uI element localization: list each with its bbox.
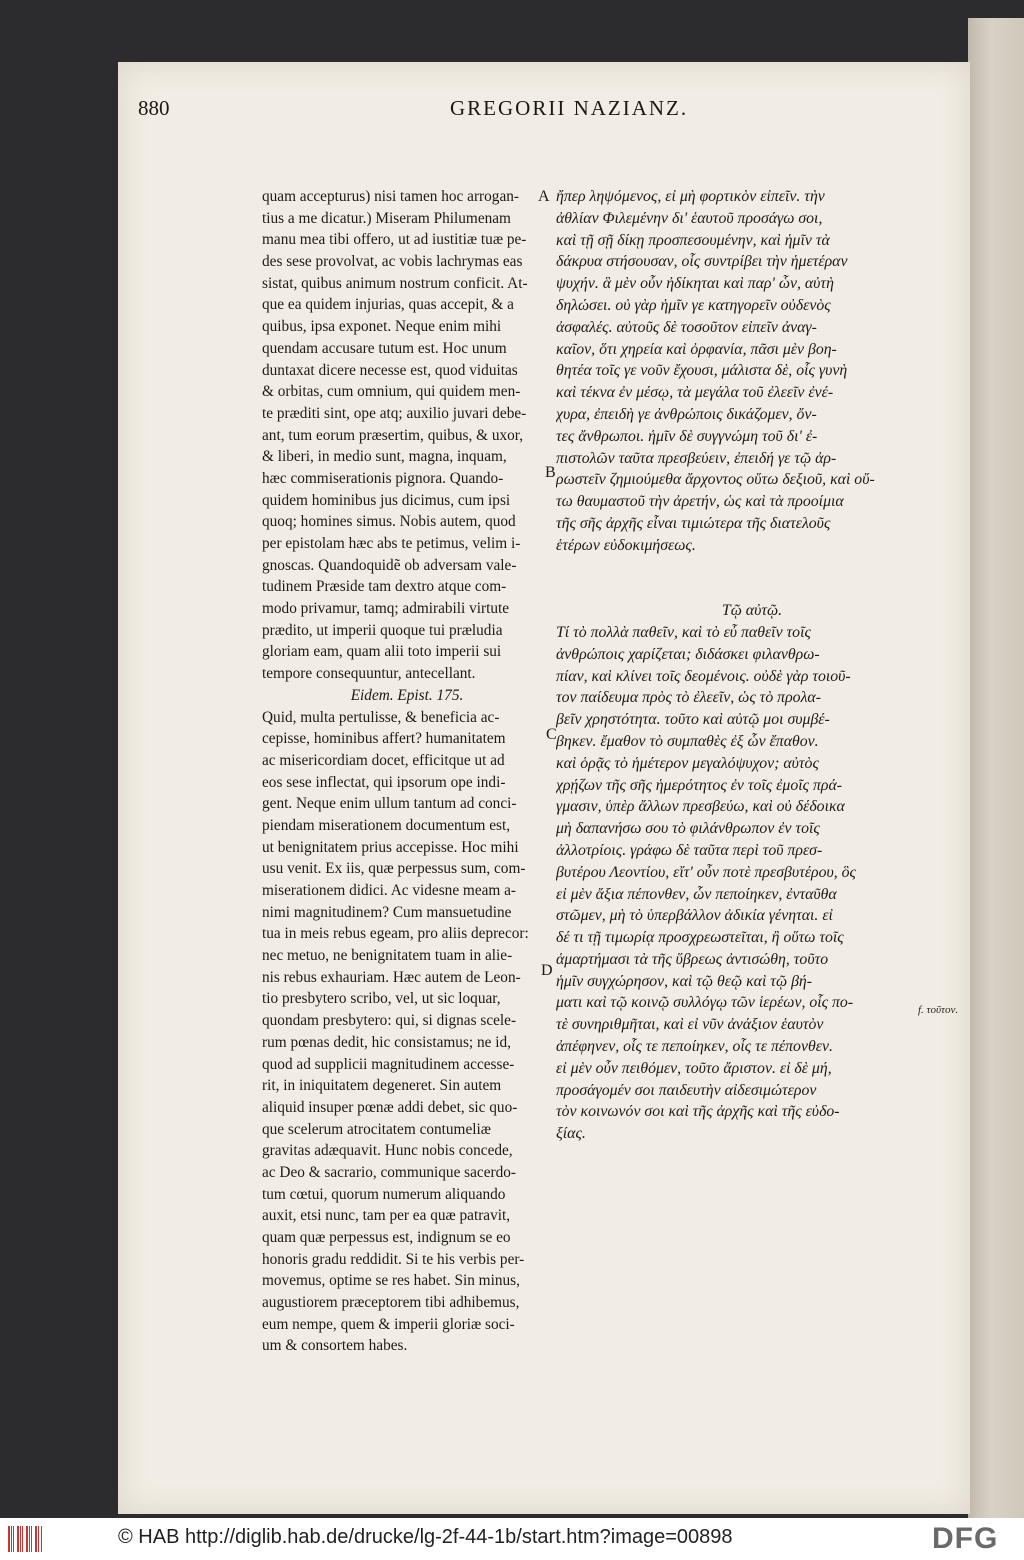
text-line: ἀνθρώποις χαρίζεται; διδάσκει φιλανθρω-: [556, 645, 820, 663]
text-line: τον παίδευμα πρὸς τὸ ἐλεεῖν, ὡς τὸ προλα-: [556, 689, 821, 707]
text-line: um & consortem habes.: [262, 1337, 408, 1355]
text-line: τες ἄνθρωποι. ἡμῖν δὲ συγγνώμη τοῦ δι' ἐ-: [556, 427, 818, 445]
text-line: gnoscas. Quandoquidẽ ob adversam vale-: [262, 556, 517, 574]
text-line: Τῷ αὐτῷ.: [721, 602, 783, 620]
text-line: ψυχήν. ἃ μὲν οὖν ἠδίκηται καὶ παρ' ὧν, αὐτὴ: [556, 275, 834, 293]
text-line: τὸν κοινωνόν σοι καὶ τῆς ἀρχῆς καὶ τῆς εὐδο-: [556, 1103, 840, 1121]
text-line: quoq; homines simus. Nobis autem, quod: [262, 513, 516, 531]
greek-column: [556, 186, 948, 1145]
text-line: augustiorem præceptorem tibi adhibemus,: [262, 1294, 520, 1312]
text-line: tum cœtui, quorum numerum aliquando: [262, 1185, 506, 1203]
text-line: Τί τὸ πολλὰ παθεῖν, καὶ τὸ εὖ παθεῖν τοῖς: [556, 623, 811, 641]
text-line: δηλώσει. οὐ γὰρ ἡμῖν γε κατηγορεῖν οὐδενὸς: [556, 296, 831, 314]
section-marker-d: D: [541, 962, 553, 979]
text-line: tius a me dicatur.) Miseram Philumenam: [262, 209, 511, 227]
text-line: [556, 578, 948, 600]
text-line: miserationem didici. Ac videsne meam a-: [262, 882, 517, 899]
text-line: ἁμαρτήμασι τὰ τῆς ὕβρεως ἀντισώθη, τοῦτο: [556, 950, 829, 968]
text-line: te præditi sint, ope atq; auxilio juvari debe-: [262, 404, 527, 422]
page-number: 880: [138, 96, 170, 120]
text-line: hæc commiserationis pignora. Quando-: [262, 469, 504, 487]
dfg-logo: DFG: [932, 1522, 999, 1555]
text-line: δέ τι τῇ τιμωρίᾳ προσχρεωστεῖται, ἢ οὕτω τοῖς: [556, 929, 844, 947]
hab-barcode-icon: [8, 1526, 44, 1552]
text-line: πιστολῶν ταῦτα πρεσβεύειν, ἐπειδή γε τῷ ἀρ-: [556, 449, 837, 467]
text-line: gravitas adæquavit. Hunc nobis concede,: [262, 1142, 513, 1160]
text-line: tio presbytero scribo, vel, ut sic loquar,: [262, 990, 501, 1008]
section-marker-a: A: [538, 188, 550, 205]
text-line: & orbitas, cum omnium, qui quidem men-: [262, 383, 521, 401]
text-line: modo privamur, tamq; admirabili virtute: [262, 600, 510, 618]
text-line: ut benignitatem prius accepisse. Hoc mihi: [262, 838, 519, 856]
text-line: quod ad supplicii magnitudinem accesse-: [262, 1055, 515, 1073]
text-line: εἰ μὲν οὖν πειθόμεν, τοῦτο ἄριστον. εἰ δὲ μή,: [556, 1059, 832, 1077]
text-line: ματι καὶ τῷ κοινῷ συλλόγῳ τῶν ἱερέων, οἷς πο-: [556, 994, 854, 1012]
text-line: ἀλλοτρίοις. γράφω δὲ ταῦτα περὶ τοῦ πρεσ-: [556, 841, 823, 859]
text-line: καὶ ὁρᾷς τὸ ἡμέτερον μεγαλόψυχον; αὐτὸς: [556, 754, 819, 772]
text-line: cepisse, hominibus affert? humanitatem: [262, 730, 506, 748]
text-line: καῖον, ὅτι χηρεία καὶ ὀρφανία, πᾶσι μὲν βοη-: [556, 340, 837, 358]
text-line: τῆς σῆς ἀρχῆς εἶναι τιμιώτερα τῆς διατελοῦς: [556, 514, 831, 532]
text-line: χυρα, ἐπειδὴ γε ἀνθρώποις δικάζομεν, ὄν-: [556, 405, 817, 423]
text-line: quibus, ipsa exponet. Neque enim mihi: [262, 318, 502, 336]
text-line: manu mea tibi offero, ut ad iustitiæ tuæ pe-: [262, 231, 527, 249]
text-line: ἡμῖν συγχώρησον, καὶ τῷ θεῷ καὶ τῷ βή-: [556, 972, 813, 990]
text-line: βηκεν. ἔμαθον τὸ συμπαθὲς ἐξ ὧν ἔπαθον.: [556, 732, 819, 750]
section-marker-b: B: [545, 464, 556, 481]
text-line: προσάγομέν σοι παιδευτὴν αἰδεσιμώτερον: [556, 1081, 817, 1099]
text-line: βεῖν χρηστότητα. τοῦτο καὶ αὐτῷ μοι συμβέ-: [556, 711, 830, 729]
page-header: [138, 96, 938, 126]
text-line: quam accepturus) nisi tamen hoc arrogan-: [262, 188, 519, 205]
text-line: que ea quidem injurias, quas accepit, & a: [262, 296, 514, 314]
text-line: στῶμεν, μὴ τὸ ὑπερβάλλον ἀδικία γένηται. εἰ: [556, 907, 833, 925]
text-line: gloriam eam, quam alii toto imperii sui: [262, 643, 502, 661]
text-line: ἀσφαλές. αὐτοῦς δὲ τοσοῦτον εἰπεῖν ἀναγ-: [556, 318, 817, 336]
text-line: nimi magnitudinem? Cum mansuetudine: [262, 903, 512, 921]
text-line: ἀθλίαν Φιλεμένην δι' ἑαυτοῦ προσάγω σοι,: [556, 209, 823, 227]
text-line: καὶ τῇ σῇ δίκῃ προσπεσουμένην, καὶ ἡμῖν τὰ: [556, 231, 830, 249]
text-line: θητέα τοῖς γε νοῦν ἔχουσι, μάλιστα δὲ, οἷς γυνὴ: [556, 362, 848, 380]
text-line: aliquid insuper pœnæ addi debet, sic quo-: [262, 1098, 518, 1116]
next-page-edge: [968, 18, 1024, 1518]
text-line: tudinem Præside tam dextro atque com-: [262, 578, 507, 596]
text-line: nis rebus exhauriam. Hæc autem de Leon-: [262, 968, 521, 986]
text-line: rit, in iniquitatem degeneret. Sin autem: [262, 1077, 502, 1095]
text-line: quam quæ perpessus est, indignum se eo: [262, 1229, 511, 1246]
text-line: μὴ δαπανήσω σου τὸ φιλάνθρωπον ἐν τοῖς: [556, 820, 820, 838]
text-line: quidem hominibus jus dicimus, cum ipsi: [262, 491, 511, 509]
text-line: quondam presbytero: qui, si dignas scele-: [262, 1012, 517, 1030]
text-line: εἰ μὲν ἄξια πέπονθεν, ὧν πεποίηκεν, ἐνταῦθα: [556, 885, 837, 903]
copyright-link[interactable]: © HAB http://diglib.hab.de/drucke/lg-2f-44-1b/start.htm?image=00898: [118, 1526, 733, 1548]
text-line: eum nempe, quem & imperii gloriæ soci-: [262, 1315, 515, 1333]
text-line: rum pœnas dedit, hic consistamus; ne id,: [262, 1033, 511, 1051]
text-line: ἑτέρων εὐδοκιμήσεως.: [556, 536, 696, 554]
text-line: nec metuo, ne benignitatem tuam in alie-: [262, 947, 513, 965]
text-line: & liberi, in medio sunt, magna, inquam,: [262, 448, 507, 466]
section-marker-c: C: [546, 726, 557, 743]
text-line: tempore consequuntur, antecellant.: [262, 665, 476, 683]
text-line: ἀπέφηνεν, οἷς τε πεποίηκεν, οἷς τε πέπονθεν.: [556, 1038, 833, 1056]
text-line: τὲ συνηριθμῆται, καὶ εἰ νῦν ἀνάξιον ἑαυτὸν: [556, 1016, 824, 1034]
text-line: ἤπερ ληψόμενος, εἰ μὴ φορτικὸν εἰπεῖν. τὴν: [556, 188, 825, 205]
text-line: duntaxat dicere necesse est, quod viduitas: [262, 361, 518, 379]
text-line: Eidem. Epist. 175.: [350, 686, 464, 704]
text-line: quendam accusare tutum est. Hoc unum: [262, 339, 507, 357]
text-line: Quid, multa pertulisse, & beneficia ac-: [262, 708, 500, 726]
latin-column: [262, 186, 552, 1357]
text-line: usu venit. Ex iis, quæ perpessus sum, com-: [262, 860, 526, 878]
margin-note: f. τοῦτον.: [918, 1004, 959, 1016]
text-line: des sese provolvat, ac vobis lachrymas eas: [262, 253, 523, 271]
text-line: τω θαυμαστοῦ τὴν ἀρετήν, ὡς καὶ τὰ προοίμια: [556, 493, 844, 511]
text-line: βυτέρου Λεοντίου, εἴτ' οὖν ποτὲ πρεσβυτέρου, ὃς: [556, 863, 856, 881]
footer-bar: [0, 1518, 1024, 1560]
text-line: ac Deo & sacrario, communique sacerdo-: [262, 1163, 516, 1181]
text-line: tua in meis rebus egeam, pro aliis deprecor:: [262, 925, 529, 943]
text-line: per epistolam hæc abs te petimus, velim i-: [262, 535, 521, 552]
text-line: δάκρυα στήσουσαν, οἷς συντρίβει τὴν ἡμετέραν: [556, 253, 848, 271]
text-line: γμασιν, ὑπὲρ ἄλλων πρεσβεύω, καὶ οὐ δέδοικα: [556, 798, 845, 816]
text-line: ant, tum eorum præsertim, quibus, & uxor,: [262, 426, 524, 444]
text-line: χρῄζων τῆς σῆς ἡμερότητος ἐν τοῖς ἐμοῖς πρά-: [556, 776, 843, 794]
text-line: καὶ τέκνα ἐν μέσῳ, τὰ μεγάλα τοῦ ἐλεεῖν ἐνέ-: [556, 384, 834, 402]
text-line: πίαν, καὶ κλίνει τοῖς δεομένοις. οὐδὲ γὰρ τοιοῦ-: [556, 667, 851, 685]
text-line: eos sese inflectat, qui ipsorum ope indi-: [262, 773, 506, 791]
text-line: piendam miserationem documentum est,: [262, 816, 511, 834]
text-line: sistat, quibus animum nostrum conficit. At-: [262, 274, 528, 292]
text-line: prædito, ut imperii quoque tui præludia: [262, 621, 503, 639]
text-line: ρωστεῖν ζημιούμεθα ἄρχοντος οὕτω δεξιοῦ, καὶ οὕ-: [556, 471, 875, 489]
running-head: GREGORII NAZIANZ.: [450, 96, 689, 120]
text-line: ξίας.: [556, 1125, 586, 1143]
text-line: auxit, etsi nunc, tam per ea quæ patravit,: [262, 1207, 511, 1225]
text-line: gent. Neque enim ullum tantum ad conci-: [262, 795, 517, 813]
text-line: honoris gradu reddidit. Si te his verbis per-: [262, 1250, 525, 1268]
text-line: ac misericordiam docet, efficitque ut ad: [262, 751, 505, 769]
text-line: [556, 557, 948, 579]
text-line: movemus, optime se res habet. Sin minus,: [262, 1272, 520, 1290]
text-line: que scelerum atrocitatem contumeliæ: [262, 1120, 491, 1138]
